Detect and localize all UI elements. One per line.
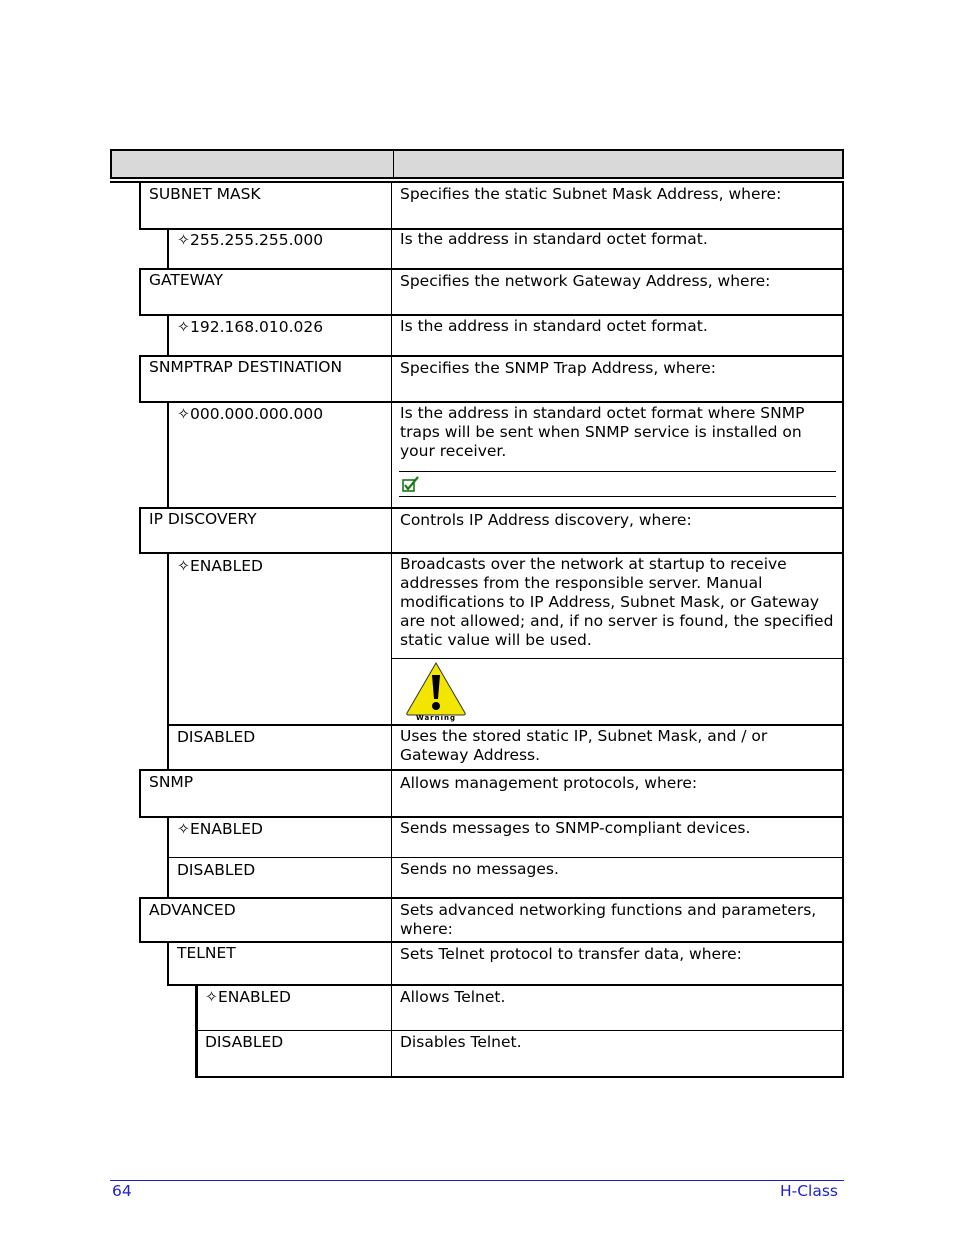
- desc-telnet-enabled: Allows Telnet.: [400, 988, 506, 1006]
- param-telnet-disabled: DISABLED: [205, 1033, 284, 1051]
- param-gateway: GATEWAY: [149, 271, 224, 289]
- param-snmp-disabled: DISABLED: [177, 861, 256, 879]
- param-snmptrap-default: ✧000.000.000.000: [177, 405, 324, 423]
- desc-snmptrap-default: Is the address in standard octet format where SNMP traps will be sent when SNMP service is installed on your receiver.: [400, 404, 805, 460]
- product-name: H-Class: [779, 1182, 838, 1200]
- param-telnet: TELNET: [177, 944, 236, 962]
- row-border: [195, 1076, 844, 1078]
- desc-ip-discovery: Controls IP Address discovery, where:: [400, 511, 692, 529]
- param-advanced: ADVANCED: [149, 901, 236, 919]
- param-snmptrap: SNMPTRAP DESTINATION: [149, 358, 343, 376]
- desc-telnet-disabled: Disables Telnet.: [400, 1033, 522, 1051]
- footer-rule: [110, 1180, 844, 1181]
- param-telnet-enabled: ✧ENABLED: [205, 988, 291, 1006]
- param-subnet-default: ✧255.255.255.000: [177, 231, 324, 249]
- desc-snmp: Allows management protocols, where:: [400, 774, 698, 792]
- param-subnet-mask: SUBNET MASK: [149, 185, 261, 203]
- param-ip-discovery: IP DISCOVERY: [149, 510, 257, 528]
- param-snmp: SNMP: [149, 773, 194, 791]
- desc-ipdisc-disabled: Uses the stored static IP, Subnet Mask, and / or Gateway Address.: [400, 727, 768, 764]
- page-number: 64: [112, 1182, 132, 1200]
- warning-top-rule: [392, 658, 844, 659]
- desc-advanced: Sets advanced networking functions and parameters, where:: [400, 901, 817, 938]
- warning-label: Warning: [415, 714, 457, 722]
- param-ipdisc-disabled: DISABLED: [177, 728, 256, 746]
- desc-gateway: Specifies the network Gateway Address, where:: [400, 272, 771, 290]
- checkbox-note-icon: [402, 476, 420, 493]
- desc-subnet-default: Is the address in standard octet format.: [400, 230, 708, 248]
- desc-telnet: Sets Telnet protocol to transfer data, where:: [400, 945, 742, 963]
- header-divider: [393, 151, 394, 177]
- param-gateway-default: ✧192.168.010.026: [177, 318, 324, 336]
- desc-ipdisc-enabled: Broadcasts over the network at startup to receive addresses from the responsible server. Manual modifications to IP Address, Subnet Mask, or Gateway are not allowed; and, if no server is found, the specified static value will be used.: [400, 555, 834, 649]
- desc-snmp-disabled: Sends no messages.: [400, 860, 559, 878]
- desc-gateway-default: Is the address in standard octet format.: [400, 317, 708, 335]
- desc-snmptrap: Specifies the SNMP Trap Address, where:: [400, 359, 717, 377]
- desc-snmp-enabled: Sends messages to SNMP-compliant devices.: [400, 819, 751, 837]
- param-ipdisc-enabled: ✧ENABLED: [177, 557, 263, 575]
- note-bottom-rule: [399, 496, 836, 497]
- note-top-rule: [399, 471, 836, 472]
- table-header: [110, 149, 844, 179]
- param-snmp-enabled: ✧ENABLED: [177, 820, 263, 838]
- desc-subnet-mask: Specifies the static Subnet Mask Address, where:: [400, 185, 782, 203]
- warning-icon: [404, 661, 468, 723]
